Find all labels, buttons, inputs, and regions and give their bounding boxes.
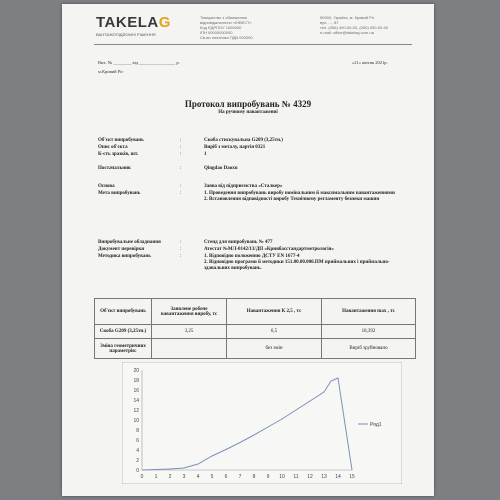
results-table xyxy=(94,298,416,359)
data-point xyxy=(282,419,283,420)
y-tick-label: 4 xyxy=(136,448,139,454)
document-date: «21» квітня 2021р. xyxy=(352,60,388,65)
outgoing-number: Вих. № ________ від ________________ р. xyxy=(98,60,180,65)
data-point xyxy=(268,427,269,428)
chart-frame xyxy=(122,362,402,484)
data-point xyxy=(212,456,213,457)
table-cell: 18,392 xyxy=(322,325,416,339)
table-row xyxy=(95,339,416,359)
table-cell: Зміна геометричних параметрів: xyxy=(95,339,152,359)
table-header-row xyxy=(95,299,416,325)
document-sheet xyxy=(62,4,434,496)
x-tick-label: 0 xyxy=(140,474,144,480)
x-tick-label: 5 xyxy=(210,474,214,480)
table-row xyxy=(95,325,416,339)
field-colon: : xyxy=(180,191,182,196)
table-header-cell: Об'єкт випробувань xyxy=(95,299,152,325)
field-value: Атестат №МЛ-0142/13/ДП «Кривбасстандартметрологія» xyxy=(204,247,334,252)
data-point xyxy=(184,468,185,469)
table-header-cell: Навантаження К 2,5 , тс xyxy=(227,299,322,325)
y-tick-label: 0 xyxy=(136,468,139,474)
field-colon: : xyxy=(180,166,182,171)
table-cell: 6,5 xyxy=(227,325,322,339)
field-label: Документ перевірки xyxy=(98,247,145,252)
field-colon: : xyxy=(180,254,182,259)
x-tick-label: 3 xyxy=(182,474,186,480)
field-label: Методика випробувань xyxy=(98,254,151,259)
field-label: Основа xyxy=(98,184,115,189)
table-cell: 3,25 xyxy=(152,325,227,339)
x-tick-label: 7 xyxy=(238,474,242,480)
data-point xyxy=(352,470,353,471)
table-header-cell: Заявлене робоче навантаження виробу, тс xyxy=(152,299,227,325)
company-logo: TAKELAG xyxy=(96,14,171,31)
table-cell xyxy=(152,339,227,359)
data-point xyxy=(338,378,339,379)
document-title: Протокол випробувань № 4329 xyxy=(184,99,312,109)
field-colon: : xyxy=(180,138,182,143)
field-value: Qingdao Daoxu xyxy=(204,166,238,171)
data-point xyxy=(170,469,171,470)
x-tick-label: 8 xyxy=(252,474,256,480)
field-colon: : xyxy=(180,247,182,252)
field-label: Постачальник xyxy=(98,166,131,171)
document-subtitle: На ручному навантаженні xyxy=(218,110,278,115)
x-tick-label: 12 xyxy=(307,474,313,480)
x-tick-label: 2 xyxy=(168,474,172,480)
logo-tagline: ВАНТАЖОПІДЙОМНІ РІШЕННЯ xyxy=(96,32,156,37)
data-point xyxy=(331,381,332,382)
table-cell: Виріб зруйновано xyxy=(322,339,416,359)
field-value: Скоба стискувальна G209 (3,25тн.) xyxy=(204,138,283,143)
city: м.Кривий Ріг xyxy=(98,69,124,74)
y-tick-label: 12 xyxy=(133,408,139,414)
field-label: К-сть зразків, шт. xyxy=(98,152,139,157)
data-point xyxy=(240,442,241,443)
company-address: 50000, Україна, м. Кривий Ріг вул. ..., 87 тел. (056) 400-00-00, (050) 000-00-00 e-mail: office@takelag.com.ua xyxy=(320,15,389,35)
x-tick-label: 11 xyxy=(293,474,299,480)
x-tick-label: 14 xyxy=(335,474,341,480)
table-cell: без змін xyxy=(227,339,322,359)
field-colon: : xyxy=(180,184,182,189)
data-point xyxy=(324,392,325,393)
y-tick-label: 18 xyxy=(133,378,139,384)
company-details: Товариство з обмеженою відповідальністю «ІНВЕСТ» Код ЄДРПОУ 1000000 ІПН 00000000000 Св-во платника ПДВ 000000 xyxy=(200,15,253,40)
field-label: Об'єкт випробувань xyxy=(98,138,144,143)
legend-label: Ряд1 xyxy=(370,422,382,428)
table-cell: Скоба G209 (3,25тн.) xyxy=(95,325,152,339)
field-value: 1. Відповідно положенню ДСТУ EN 1677-4 2. Відповідно програми й методики 151.00.00.000.ПМ приймальних і приймально-здавальних випробувань. xyxy=(204,254,390,271)
field-value: Заява від підприємства «Сталкер» xyxy=(204,184,283,189)
field-value: 1. Проведення випробувань виробу номінальним й максимальним навантаженнями 2. Встановлення відповідності виробу Технічному регламенту безпеки машин xyxy=(204,191,395,202)
field-value: Стенд для випробувань № 477 xyxy=(204,240,273,245)
y-tick-label: 8 xyxy=(136,428,139,434)
x-tick-label: 1 xyxy=(154,474,158,480)
data-point xyxy=(156,469,157,470)
load-chart xyxy=(122,362,402,484)
x-tick-label: 6 xyxy=(224,474,228,480)
x-tick-label: 10 xyxy=(279,474,285,480)
x-tick-label: 4 xyxy=(196,474,200,480)
data-point xyxy=(296,410,297,411)
data-point xyxy=(254,435,255,436)
x-tick-label: 9 xyxy=(266,474,270,480)
field-value: Виріб з металу, партія 0321 xyxy=(204,145,266,150)
y-tick-label: 6 xyxy=(136,438,139,444)
field-label: Мета випробувань xyxy=(98,191,141,196)
field-value: 1 xyxy=(204,152,207,157)
field-colon: : xyxy=(180,240,182,245)
y-tick-label: 20 xyxy=(133,368,139,374)
y-tick-label: 10 xyxy=(133,418,139,424)
header-divider xyxy=(94,44,412,45)
y-tick-label: 16 xyxy=(133,388,139,394)
field-label: Випробувальне обладнання xyxy=(98,240,161,245)
data-point xyxy=(310,401,311,402)
data-point xyxy=(142,470,143,471)
field-colon: : xyxy=(180,152,182,157)
field-colon: : xyxy=(180,145,182,150)
field-label: Опис об'єкта xyxy=(98,145,128,150)
y-tick-label: 2 xyxy=(136,458,139,464)
data-point xyxy=(198,464,199,465)
y-tick-label: 14 xyxy=(133,398,139,404)
data-point xyxy=(226,449,227,450)
x-tick-label: 13 xyxy=(321,474,327,480)
table-header-cell: Навантаження max , тс xyxy=(322,299,416,325)
x-tick-label: 15 xyxy=(349,474,355,480)
